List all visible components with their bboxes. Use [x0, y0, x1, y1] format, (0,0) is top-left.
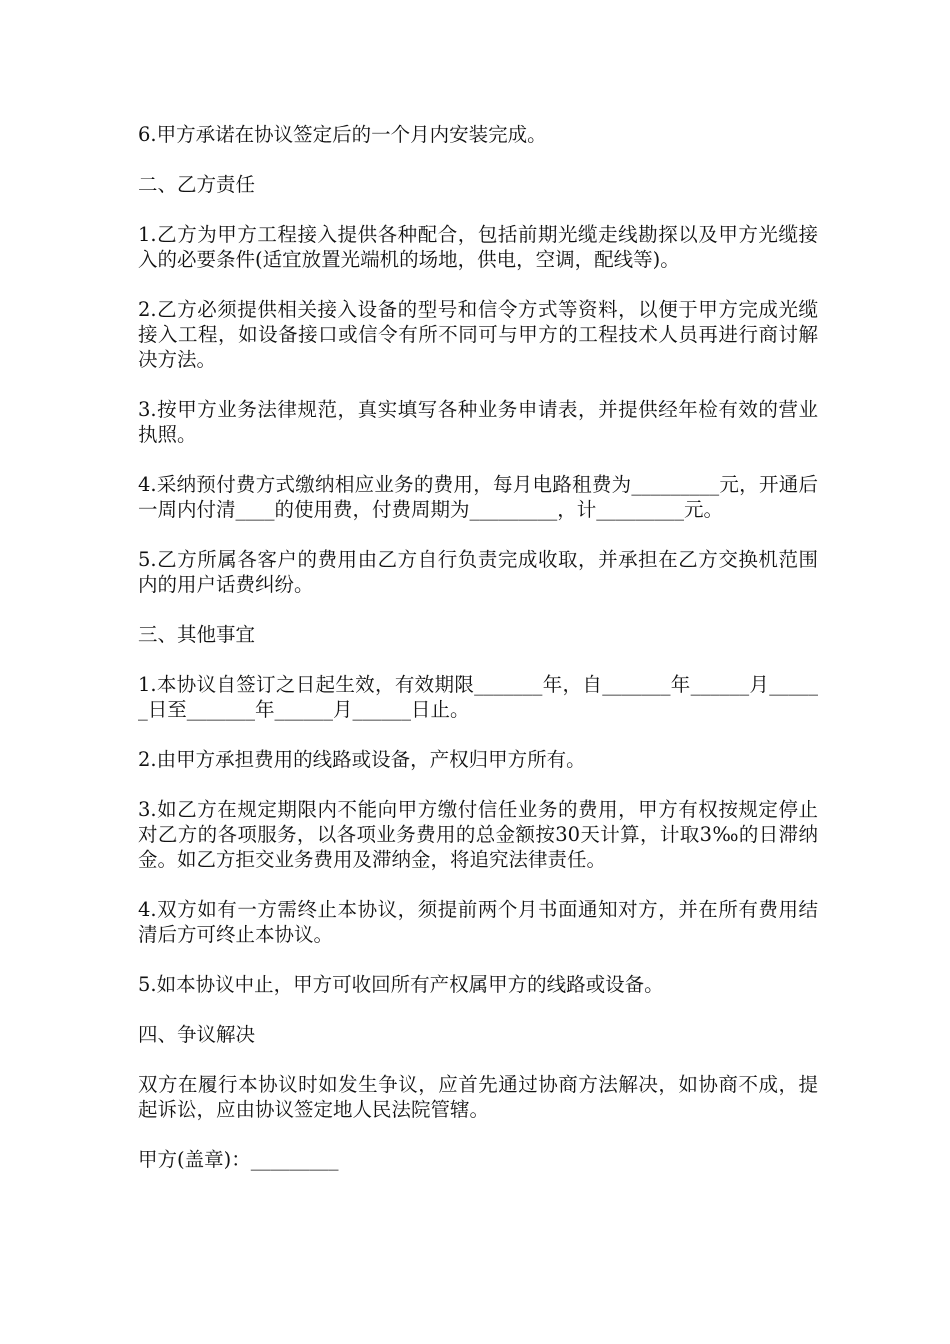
- clause-c3: 3.如乙方在规定期限内不能向甲方缴付信任业务的费用，甲方有权按规定停止对乙方的各项服务，以各项业务费用的总金额按30天计算，计取3‰的日滞纳金。如乙方拒交业务费用及滞纳金，将追究法律责任。: [138, 798, 818, 871]
- clause-c4: 4.双方如有一方需终止本协议，须提前两个月书面通知对方，并在所有费用结清后方可终止本协议。: [138, 898, 818, 946]
- clause-b1: 1.乙方为甲方工程接入提供各种配合，包括前期光缆走线勘探以及甲方光缆接入的必要条件(适宜放置光端机的场地，供电，空调，配线等)。: [138, 223, 818, 271]
- clause-b2: 2.乙方必须提供相关接入设备的型号和信令方式等资料，以便于甲方完成光缆接入工程，如设备接口或信令有所不同可与甲方的工程技术人员再进行商讨解决方法。: [138, 298, 818, 371]
- section-heading-3: 三、其他事宜: [138, 623, 256, 646]
- document-page: [138, 122, 818, 1172]
- clause-b5: 5.乙方所属各客户的费用由乙方自行负责完成收取，并承担在乙方交换机范围内的用户话费纠纷。: [138, 548, 818, 596]
- section-heading-4: 四、争议解决: [138, 1023, 256, 1046]
- clause-c5: 5.如本协议中止，甲方可收回所有产权属甲方的线路或设备。: [138, 973, 664, 996]
- clause-c2: 2.由甲方承担费用的线路或设备，产权归甲方所有。: [138, 748, 586, 771]
- clause-b3: 3.按甲方业务法律规范，真实填写各种业务申请表，并提供经年检有效的营业执照。: [138, 398, 818, 446]
- clause-b4: 4.采纳预付费方式缴纳相应业务的费用，每月电路租费为_________元，开通后一周内付清____的使用费，付费周期为_________，计_________元。: [138, 473, 818, 521]
- clause-c1: 1.本协议自签订之日起生效，有效期限_______年，自_______年______月______日至_______年______月______日止。: [138, 673, 818, 721]
- clause-d1: 双方在履行本协议时如发生争议，应首先通过协商方法解决，如协商不成，提起诉讼，应由协议签定地人民法院管辖。: [138, 1073, 818, 1121]
- clause-a6: 6.甲方承诺在协议签定后的一个月内安装完成。: [138, 123, 547, 146]
- section-heading-2: 二、乙方责任: [138, 173, 256, 196]
- party-a-signature-line: 甲方(盖章)：_________: [138, 1148, 339, 1171]
